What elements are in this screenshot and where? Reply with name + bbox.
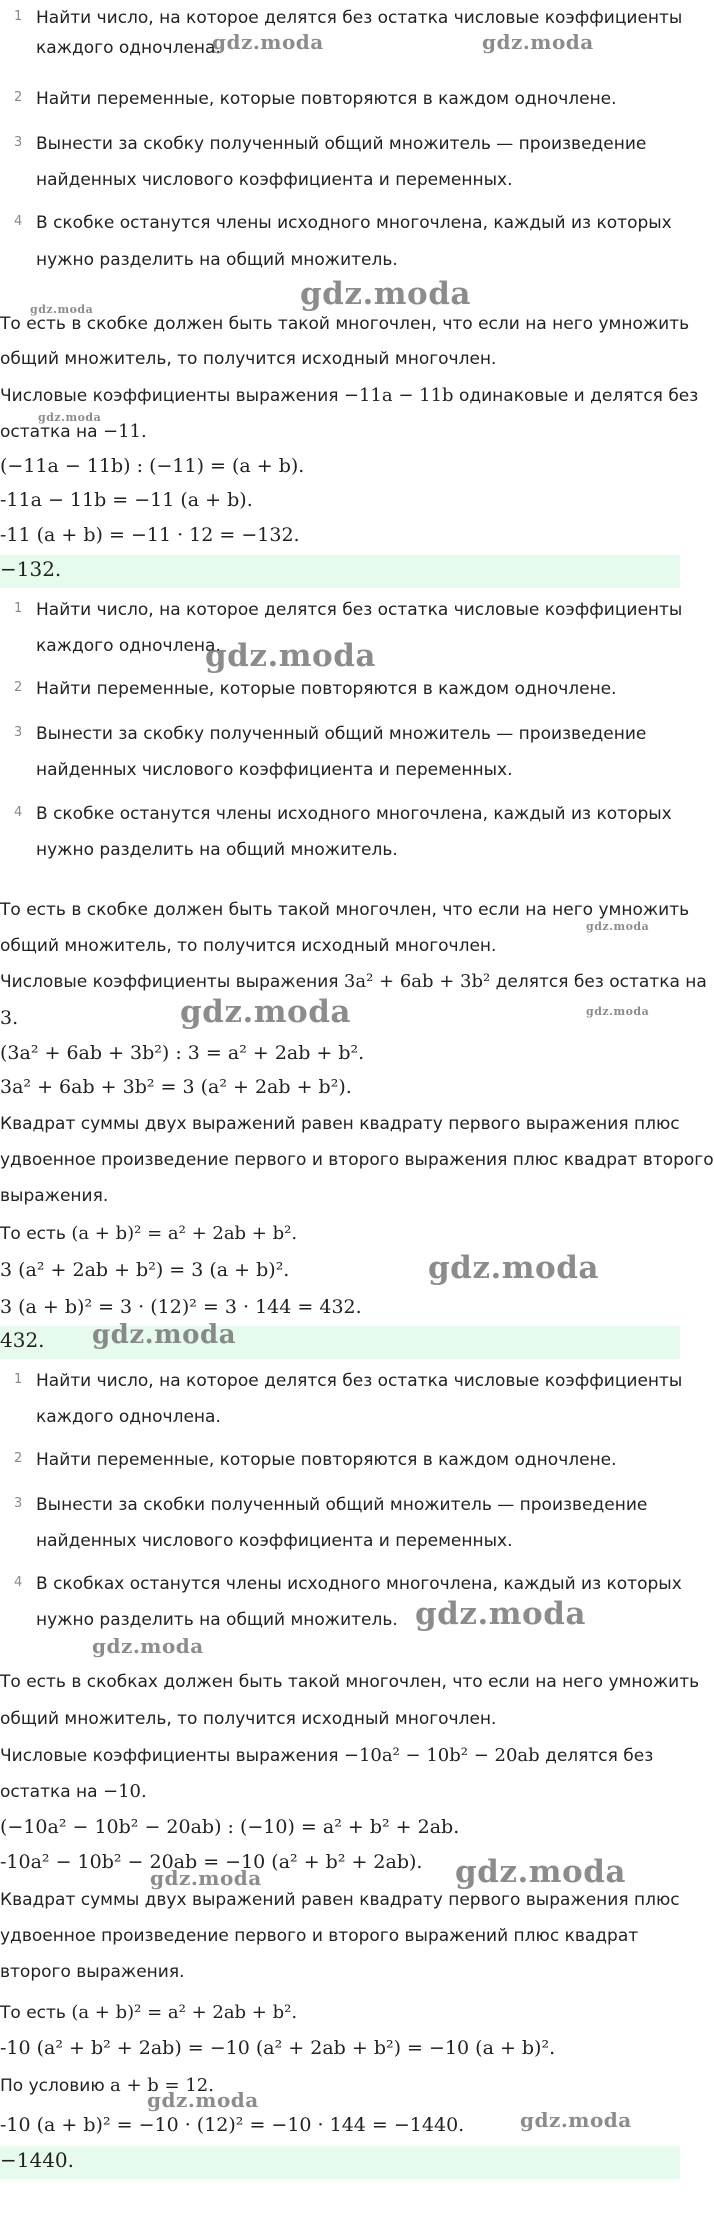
math-line: (3a² + 6ab + 3b²) : 3 = a² + 2ab + b². [0, 1042, 365, 1064]
step-text: каждого одночлена. [36, 636, 221, 656]
watermark: gdz.moda [38, 411, 102, 424]
watermark: gdz.moda [147, 2088, 259, 2112]
explanation-text: То есть в скобке должен быть такой многочлен, что если на него умножить [0, 900, 690, 920]
inline-math: 3a² + 6ab + 3b² [343, 971, 491, 992]
coefficient-text [0, 1774, 147, 1810]
step-number: 3 [14, 725, 23, 740]
math-line: -10 (a² + b² + 2ab) = −10 (a² + 2ab + b²) = −10 (a + b)². [0, 2037, 556, 2059]
inline-math: −11. [103, 421, 147, 442]
explanation-text: выражения. [0, 1186, 109, 1206]
step-text: Вынести за скобку полученный общий множитель — произведение [36, 134, 647, 154]
watermark: gdz.moda [205, 638, 376, 674]
math-line: 3 (a² + 2ab + b²) = 3 (a + b)². [0, 1259, 290, 1281]
step-text: Вынести за скобку полученный общий множитель — произведение [36, 724, 647, 744]
math-line: -10 (a + b)² = −10 · (12)² = −10 · 144 = −1440. [0, 2114, 465, 2136]
coefficient-label: Числовые коэффициенты выражения [0, 386, 339, 406]
inline-math: −10. [103, 1781, 147, 1802]
watermark: gdz.moda [180, 994, 351, 1030]
explanation-text: общий множитель, то получится исходный многочлен. [0, 936, 497, 956]
step-text: В скобках останутся члены исходного многочлена, каждый из которых [36, 1574, 682, 1594]
inline-math: a + b = 12. [110, 2075, 214, 2096]
coefficient-label: остатка на [0, 422, 98, 442]
step-number: 2 [14, 90, 23, 105]
step-text: нужно разделить на общий множитель. [36, 250, 398, 270]
step-number: 2 [14, 1451, 23, 1466]
step-text: найденных числового коэффициента и переменных. [36, 170, 513, 190]
watermark: gdz.moda [30, 303, 94, 316]
explanation-text: удвоенное произведение первого и второго выражения плюс квадрат второго [0, 1150, 714, 1170]
step-number: 1 [14, 601, 23, 616]
watermark: gdz.moda [520, 2108, 632, 2132]
explanation-text: общий множитель, то получится исходный многочлен. [0, 1709, 497, 1729]
watermark: gdz.moda [150, 1866, 262, 1890]
watermark: gdz.moda [482, 30, 594, 54]
explanation-text: То есть в скобке должен быть такой многочлен, что если на него умножить [0, 314, 690, 334]
step-text: найденных числового коэффициента и переменных. [36, 1531, 513, 1551]
math-line: (−11a − 11b) : (−11) = (a + b). [0, 455, 305, 477]
step-number: 4 [14, 1575, 23, 1590]
step-text: Найти переменные, которые повторяются в каждом одночлене. [36, 1450, 617, 1470]
step-text: Вынести за скобки полученный общий множитель — произведение [36, 1495, 648, 1515]
answer-value: 432. [0, 1328, 45, 1352]
step-text: найденных числового коэффициента и переменных. [36, 760, 513, 780]
step-text: В скобке останутся члены исходного многочлена, каждый из которых [36, 213, 672, 233]
inline-math: −11a − 11b [343, 385, 454, 406]
step-number: 3 [14, 135, 23, 150]
explanation-text: второго выражения. [0, 1962, 185, 1982]
answer-box [0, 2146, 680, 2179]
math-line: -11a − 11b = −11 (a + b). [0, 489, 253, 511]
step-text: нужно разделить на общий множитель. [36, 840, 398, 860]
watermark: gdz.moda [92, 1320, 237, 1350]
coefficient-label: делятся без остатка на [495, 972, 707, 992]
explanation-text: удвоенное произведение первого и второго выражений плюс квадрат [0, 1926, 639, 1946]
math-line: -11 (a + b) = −11 · 12 = −132. [0, 524, 300, 546]
step-text: Найти переменные, которые повторяются в каждом одночлене. [36, 679, 617, 699]
step-number: 1 [14, 1372, 23, 1387]
inline-math: −10a² − 10b² − 20ab [343, 1745, 540, 1766]
step-number: 2 [14, 680, 23, 695]
math-line: (−10a² − 10b² − 20ab) : (−10) = a² + b² + 2ab. [0, 1816, 460, 1838]
step-text: Найти переменные, которые повторяются в каждом одночлене. [36, 89, 617, 109]
coefficient-label: Числовые коэффициенты выражения [0, 972, 339, 992]
coefficient-text [0, 1738, 653, 1774]
coefficient-text [0, 964, 707, 1000]
identity-label: То есть [0, 2003, 66, 2023]
step-text: каждого одночлена. [36, 1407, 221, 1427]
explanation-text: То есть в скобках должен быть такой многочлен, что если на него умножить [0, 1672, 700, 1692]
step-number: 1 [14, 9, 23, 24]
identity-text [0, 1995, 297, 2031]
step-text: Найти число, на которое делятся без остатка числовые коэффициенты [36, 600, 683, 620]
coefficient-text [0, 378, 698, 414]
step-text: В скобке останутся члены исходного многочлена, каждый из которых [36, 804, 672, 824]
coefficient-label: остатка на [0, 1782, 98, 1802]
answer-value: −1440. [0, 2148, 75, 2172]
watermark: gdz.moda [586, 1005, 650, 1018]
watermark: gdz.moda [212, 30, 324, 54]
step-number: 3 [14, 1496, 23, 1511]
condition-label: По условию [0, 2076, 105, 2096]
inline-math: (a + b)² = a² + 2ab + b². [71, 2002, 298, 2023]
identity-label: То есть [0, 1224, 66, 1244]
math-line: -10a² − 10b² − 20ab = −10 (a² + b² + 2ab). [0, 1851, 423, 1873]
coefficient-label: одинаковые и делятся без [458, 386, 699, 406]
math-line: 3. [0, 1007, 19, 1029]
step-text: каждого одночлена. [36, 38, 221, 58]
step-number: 4 [14, 214, 23, 229]
math-line: 3a² + 6ab + 3b² = 3 (a² + 2ab + b²). [0, 1076, 352, 1098]
answer-value: −132. [0, 557, 62, 581]
step-text: нужно разделить на общий множитель. [36, 1610, 398, 1630]
step-text: Найти число, на которое делятся без остатка числовые коэффициенты [36, 8, 683, 28]
watermark: gdz.moda [415, 1596, 586, 1632]
math-line: 3 (a + b)² = 3 · (12)² = 3 · 144 = 432. [0, 1296, 362, 1318]
inline-math: (a + b)² = a² + 2ab + b². [71, 1223, 298, 1244]
step-text: Найти число, на которое делятся без остатка числовые коэффициенты [36, 1371, 683, 1391]
identity-text [0, 1216, 297, 1252]
watermark: gdz.moda [92, 1634, 204, 1658]
watermark: gdz.moda [428, 1250, 599, 1286]
coefficient-label: делятся без [545, 1746, 654, 1766]
coefficient-label: Числовые коэффициенты выражения [0, 1746, 339, 1766]
answer-box [0, 555, 680, 588]
step-number: 4 [14, 805, 23, 820]
watermark: gdz.moda [586, 920, 650, 933]
watermark: gdz.moda [455, 1854, 626, 1890]
watermark: gdz.moda [300, 276, 471, 312]
explanation-text: Квадрат суммы двух выражений равен квадрату первого выражения плюс [0, 1890, 680, 1910]
explanation-text: Квадрат суммы двух выражений равен квадрату первого выражения плюс [0, 1114, 680, 1134]
explanation-text: общий множитель, то получится исходный многочлен. [0, 349, 497, 369]
